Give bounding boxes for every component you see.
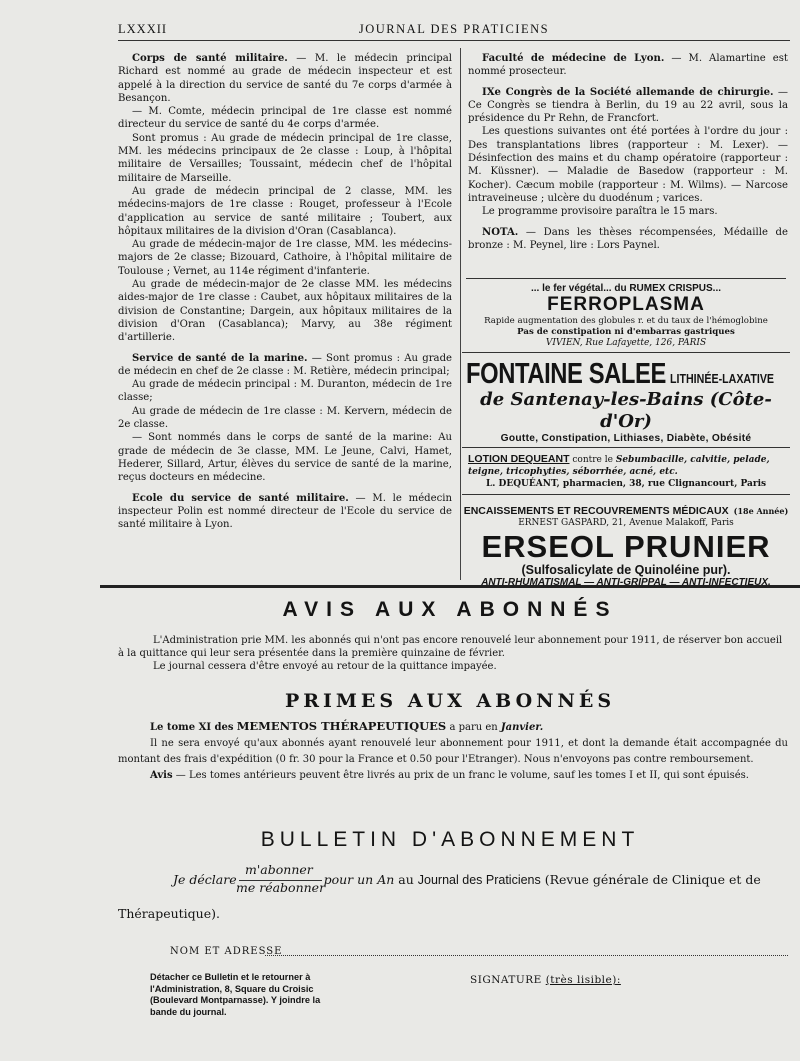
paragraph-text: — M. le médecin principal Richard est nommé au grade de médecin inspecteur et est appelé à la direction du service de santé du 7e corps d'armée à Besançon. bbox=[118, 53, 453, 104]
declaration-line bbox=[173, 872, 761, 888]
signature-field[interactable] bbox=[470, 974, 621, 986]
ad-text: Sebumbacille, calvitie, pelade, bbox=[615, 455, 770, 465]
avis-body bbox=[118, 634, 788, 673]
name-address-label: NOM ET ADRESSE bbox=[170, 946, 283, 957]
primes-text: Avis bbox=[150, 770, 173, 781]
ad-encaissements bbox=[462, 495, 790, 530]
ad-line bbox=[468, 453, 784, 466]
paragraph-text: — Ce Congrès se tiendra à Berlin, du 19 au 22 avril, sous la présidence du Pr Rehn, de Francfort. bbox=[468, 86, 788, 125]
ad-brand-name: FERROPLASMA bbox=[547, 294, 705, 315]
ad-uses: Goutte, Constipation, Lithiases, Diabète, Obésité bbox=[500, 433, 752, 444]
ad-brand-name: ENCAISSEMENTS ET RECOUVREMENTS MÉDICAUX bbox=[463, 505, 729, 517]
news-paragraph: Au grade de médecin-major de 2e classe MM. les médecins aides-major de 1re classe : Caubet, aux hôpitaux militaires de la division de Constantine; Dargein, aux hôpitaux militaires de la division d'Oran (Casablanca); Marvy, au 38e régiment d'artillerie. bbox=[118, 279, 452, 344]
ad-tagline: ... le fer végétal... du RUMEX CRISPUS... bbox=[530, 283, 722, 294]
ad-brand-name: FONTAINE SALEE bbox=[466, 358, 666, 390]
news-paragraph bbox=[468, 86, 788, 126]
news-paragraph bbox=[118, 352, 452, 379]
news-paragraph: Au grade de médecin-major de 1re classe, MM. les médecins-majors de 2e classe; Bizouard, Cathoire, à l'hôpital militaire de Toulouse ; Vernet, au 114e régiment d'infanterie. bbox=[118, 239, 452, 277]
right-column bbox=[468, 52, 788, 252]
ad-erseol-prunier bbox=[462, 530, 790, 588]
ad-brand-name: LOTION DEQUEANT bbox=[468, 453, 570, 465]
journal-title: JOURNAL DES PRATICIENS bbox=[358, 22, 550, 36]
section-heading: Service de santé de la marine. bbox=[132, 352, 308, 364]
paragraph-text: — M. le médecin inspecteur Polin est nommé directeur de l'Ecole du service de santé militaire à Lyon. bbox=[118, 492, 452, 531]
paragraph-text: — Sont promus : Au grade de médecin en chef de 2e classe : M. Retière, médecin principal; bbox=[118, 352, 453, 377]
ad-line: Pas de constipation ni d'embarras gastriques bbox=[517, 327, 735, 337]
news-paragraph: — M. Comte, médecin principal de 1re classe est nommé directeur du service de santé du 4e corps d'armée. bbox=[118, 106, 452, 131]
signature-label: SIGNATURE bbox=[470, 974, 542, 986]
avis-paragraph: Le journal cessera d'être envoyé au retour de la quittance impayée. bbox=[153, 661, 497, 672]
section-heading: Faculté de médecine de Lyon. bbox=[482, 53, 665, 64]
ad-text: contre le bbox=[572, 455, 613, 465]
news-paragraph bbox=[468, 52, 788, 79]
declaration-text: Je déclare bbox=[173, 872, 237, 887]
ad-heading-row bbox=[462, 499, 790, 518]
avis-title: AVIS AUX ABONNÉS bbox=[282, 598, 618, 621]
primes-text: — Les tomes antérieurs peuvent être livrés au prix de un franc le volume, sauf les tomes I et II, qui sont épuisés. bbox=[175, 770, 749, 781]
ad-uses: ANTI-RHUMATISMAL — ANTI-GRIPPAL — ANTI-INFECTIEUX. bbox=[481, 577, 771, 588]
news-paragraph bbox=[468, 226, 788, 253]
news-paragraph: — Sont nommés dans le corps de santé de la marine: Au grade de médecin de 3e classe, MM. Le Jeune, Calvi, Hamet, Hederer, Sillard, Artur, élèves du service de santé de la marine, reçus docteurs en médecine. bbox=[118, 432, 452, 484]
news-paragraph bbox=[118, 492, 452, 532]
ad-address: ERNEST GASPARD, 21, Avenue Malakoff, Paris bbox=[518, 518, 734, 528]
primes-paragraph: Il ne sera envoyé qu'aux abonnés ayant renouvelé leur abonnement pour 1911, et dont la demande était accompagnée du montant des frais d'expédition (0 fr. 30 pour la France et 0.50 pour l'Etranger). Nous n'envoyons pas contre remboursement. bbox=[118, 738, 788, 765]
name-address-dotted-line[interactable] bbox=[265, 955, 788, 956]
news-paragraph: Au grade de médecin de 1re classe : M. Kervern, médecin de 2e classe. bbox=[118, 405, 452, 431]
ad-heading-row bbox=[466, 359, 786, 389]
advertisements bbox=[462, 278, 790, 588]
news-paragraph bbox=[118, 52, 452, 105]
ad-address: L. DEQUÉANT, pharmacien, 38, rue Clignancourt, Paris bbox=[485, 479, 767, 489]
ad-place: de Santenay-les-Bains (Côte-d'Or) bbox=[480, 389, 772, 432]
section-heading: IXe Congrès de la Société allemande de chirurgie. bbox=[482, 86, 774, 98]
primes-title: PRIMES AUX ABONNÉS bbox=[284, 690, 616, 712]
news-paragraph: Le programme provisoire paraîtra le 15 mars. bbox=[482, 206, 718, 218]
name-address-field[interactable] bbox=[170, 946, 788, 957]
ad-brand-sub: (Sulfosalicylate de Quinoléine pur). bbox=[521, 563, 731, 577]
ad-ferroplasma bbox=[462, 279, 790, 353]
news-paragraph: Sont promus : Au grade de médecin principal de 1re classe, MM. les médecins principaux de 2e classe : Loup, à l'hôpital militaire de Versailles; Toussaint, médecin chef de l'hôpital militaire de Marseille. bbox=[118, 132, 452, 184]
section-heading: NOTA. bbox=[482, 226, 519, 238]
ad-year: (18e Année) bbox=[733, 506, 789, 516]
avis-paragraph: L'Administration prie MM. les abonnés qui n'ont pas encore renouvelé leur abonnement pour 1911, de réserver bon accueil à la quittance qui leur sera présentée dans la première quinzaine de février. bbox=[118, 635, 783, 659]
news-paragraph: Au grade de médecin principal : M. Duranton, médecin de 1re classe; bbox=[118, 379, 452, 404]
section-heading: Corps de santé militaire. bbox=[132, 53, 288, 64]
primes-text: Janvier. bbox=[500, 722, 544, 733]
ad-line: teigne, tricophyties, séborrhée, acné, etc. bbox=[468, 467, 678, 477]
ad-address: VIVIEN, Rue Lafayette, 126, PARIS bbox=[545, 338, 707, 348]
section-heading: Ecole du service de santé militaire. bbox=[132, 492, 349, 504]
declaration-text: (Revue générale de Clinique et de bbox=[544, 872, 761, 887]
primes-text: a paru en bbox=[449, 722, 498, 733]
detach-instructions: Détacher ce Bulletin et le retourner à l'Administration, 8, Square du Croisic (Boulevard Montparnasse). Y joindre la bande du journal. bbox=[150, 972, 321, 1017]
primes-body bbox=[118, 718, 788, 784]
ad-line: Rapide augmentation des globules r. et du taux de l'hémoglobine bbox=[484, 316, 768, 326]
column-divider bbox=[460, 48, 461, 580]
paragraph-text: — Dans les thèses récompensées, Médaille de bronze : M. Peynel, lire : Lors Paynel. bbox=[468, 226, 788, 251]
news-paragraph: Les questions suivantes ont été portées à l'ordre du jour : Des transplantations libres (rapporteur : M. Lexer). — Désinfection des mains et du champ opératoire (rapporteur : M. Küssner). — Maladie de Basedow (rapporteur : M. Kocher). Cæcum mobile (rapporteur : M. Wilms). — Narcose intraveineuse ; ulcère du duodénum ; varices. bbox=[468, 126, 788, 204]
declaration-text: Thérapeutique). bbox=[118, 906, 220, 921]
option-resubscribe[interactable]: me réabonner bbox=[236, 880, 326, 895]
ad-fontaine-salee bbox=[462, 353, 790, 448]
page-header bbox=[118, 18, 790, 41]
news-paragraph: Au grade de médecin principal de 2 classe, MM. les médecins-majors de 1re classe : Rouget, professeur à l'Ecole d'application au service de santé militaire ; Toubert, aux hôpitaux militaires de la division d'Oran (Casablanca). bbox=[118, 185, 452, 237]
left-column bbox=[118, 52, 452, 531]
primes-paragraph bbox=[118, 768, 788, 784]
ad-brand-name: ERSEOL PRUNIER bbox=[481, 529, 771, 564]
option-subscribe[interactable]: m'abonner bbox=[245, 862, 313, 877]
bulletin-title: BULLETIN D'ABONNEMENT bbox=[260, 828, 640, 851]
signature-hint: (très lisible): bbox=[545, 974, 621, 986]
section-divider bbox=[100, 585, 800, 588]
paragraph-text: — M. Alamartine est nommé prosecteur. bbox=[468, 53, 788, 78]
primes-text: MEMENTOS THÉRAPEUTIQUES bbox=[236, 719, 447, 733]
ad-lotion-dequeant bbox=[462, 448, 790, 495]
declaration-text: pour un An bbox=[323, 872, 395, 887]
journal-name: Journal des Praticiens bbox=[417, 873, 541, 887]
primes-paragraph bbox=[118, 718, 788, 736]
ad-brand-sub: LITHINÉE-LAXATIVE bbox=[669, 371, 774, 386]
primes-text: Le tome XI des bbox=[150, 722, 234, 733]
declaration-text: au bbox=[398, 872, 414, 887]
option-separator-line bbox=[239, 880, 322, 881]
page-folio: LXXXII bbox=[118, 22, 168, 36]
